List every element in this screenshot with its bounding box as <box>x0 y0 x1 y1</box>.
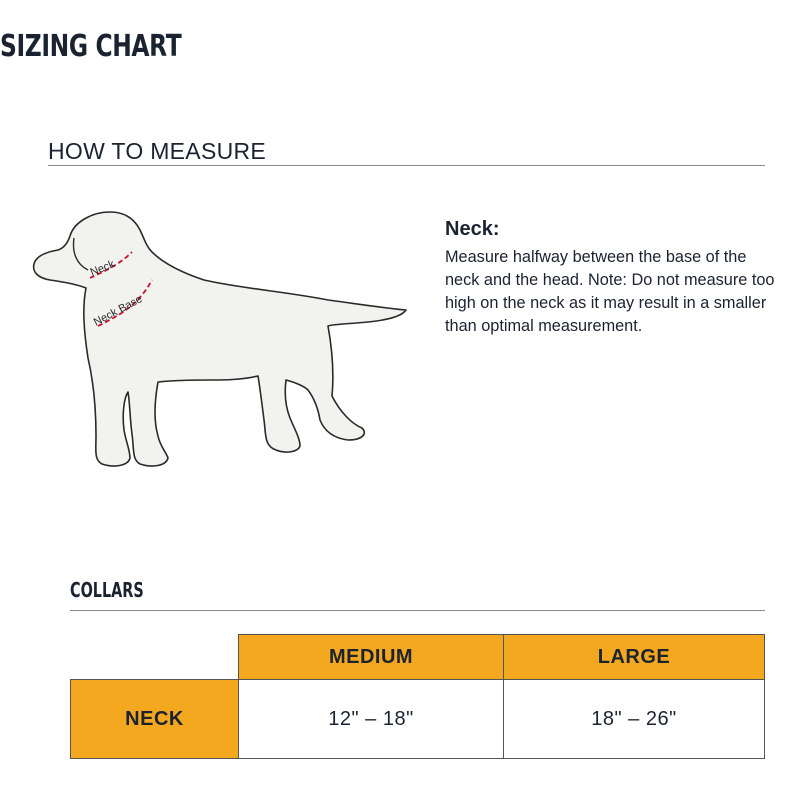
collar-size-table <box>70 634 765 759</box>
neck-label: Neck <box>88 258 117 279</box>
row-label-neck: NECK <box>70 679 239 759</box>
dog-illustration <box>28 208 418 478</box>
how-to-measure-heading: HOW TO MEASURE <box>48 138 267 164</box>
neck-large-value: 18" – 26" <box>503 679 765 759</box>
collars-divider <box>70 610 765 611</box>
neck-medium-value: 12" – 18" <box>238 679 504 759</box>
neck-info <box>445 218 785 338</box>
neck-base-label: Neck Base <box>91 293 145 329</box>
how-to-measure-divider <box>48 165 765 166</box>
neck-info-title: Neck: <box>445 218 500 240</box>
page-title: SIZING CHART <box>0 29 182 64</box>
column-header-medium: MEDIUM <box>238 634 504 680</box>
column-header-large: LARGE <box>503 634 765 680</box>
dog-silhouette <box>34 212 406 466</box>
collars-heading: COLLARS <box>70 578 144 602</box>
neck-info-text: Measure halfway between the base of the neck and the head. Note: Do not measure too high on the neck as it may result in a smaller than optimal measurement. <box>445 248 775 335</box>
